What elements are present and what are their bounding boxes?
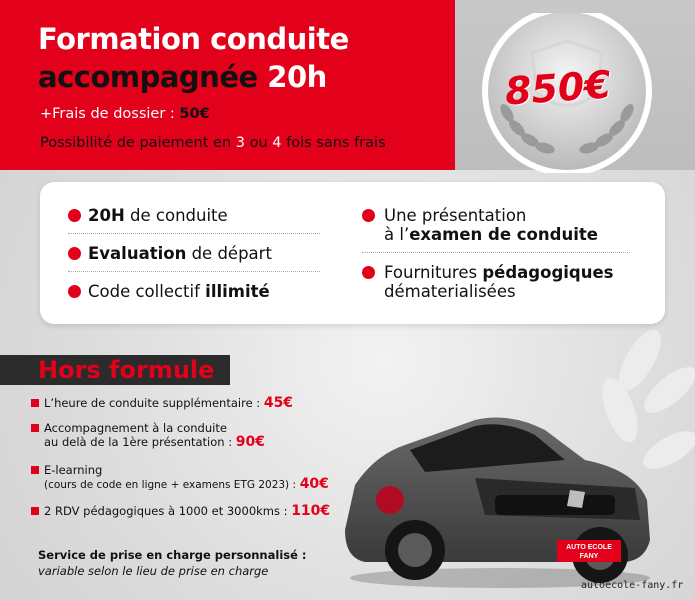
plate-line-1: AUTO ECOLE bbox=[566, 544, 612, 551]
hors-formule-title: Hors formule bbox=[38, 356, 215, 384]
features-card bbox=[40, 182, 665, 324]
divider bbox=[362, 252, 630, 253]
feature-presentation: Une présentation à l’examen de conduite bbox=[384, 206, 598, 244]
website-watermark: autoecole-fany.fr bbox=[581, 580, 684, 591]
frais-dossier: +Frais de dossier : 50€ bbox=[40, 106, 210, 122]
feature-evaluation: Evaluation de départ bbox=[88, 244, 272, 263]
bullet-icon bbox=[68, 285, 81, 298]
bullet-icon bbox=[362, 266, 375, 279]
divider bbox=[68, 233, 320, 234]
divider bbox=[68, 271, 320, 272]
bullet-icon bbox=[362, 209, 375, 222]
feature-code: Code collectif illimité bbox=[88, 282, 270, 301]
price-value: 850€ bbox=[503, 62, 613, 114]
bullet-icon bbox=[31, 399, 39, 407]
title-line-1: Formation conduite bbox=[38, 22, 349, 56]
plate-line-2: FANY bbox=[579, 553, 599, 560]
hf-item-accompagnement: Accompagnement à la conduite au delà de la 1ère présentation : 90€ bbox=[44, 421, 266, 450]
bullet-icon bbox=[31, 466, 39, 474]
feature-fournitures: Fournitures pédagogiques dématerialisées bbox=[384, 263, 614, 301]
service-prise-en-charge: Service de prise en charge personnalisé : variable selon le lieu de prise en charge bbox=[38, 548, 307, 578]
bullet-icon bbox=[31, 424, 39, 432]
feature-conduite: 20H de conduite bbox=[88, 206, 228, 225]
bullet-icon bbox=[68, 247, 81, 260]
bullet-icon bbox=[68, 209, 81, 222]
hf-item-rdv: 2 RDV pédagogiques à 1000 et 3000kms : 110€ bbox=[44, 503, 331, 519]
car-image bbox=[335, 400, 655, 590]
bullet-icon bbox=[31, 507, 39, 515]
title-line-2: accompagnée 20h bbox=[38, 60, 327, 94]
hf-item-heure: L’heure de conduite supplémentaire : 45€ bbox=[44, 395, 294, 411]
paiement-info: Possibilité de paiement en 3 ou 4 fois sans frais bbox=[40, 135, 386, 151]
hf-item-elearning: E-learning (cours de code en ligne + examens ETG 2023) : 40€ bbox=[44, 463, 329, 492]
